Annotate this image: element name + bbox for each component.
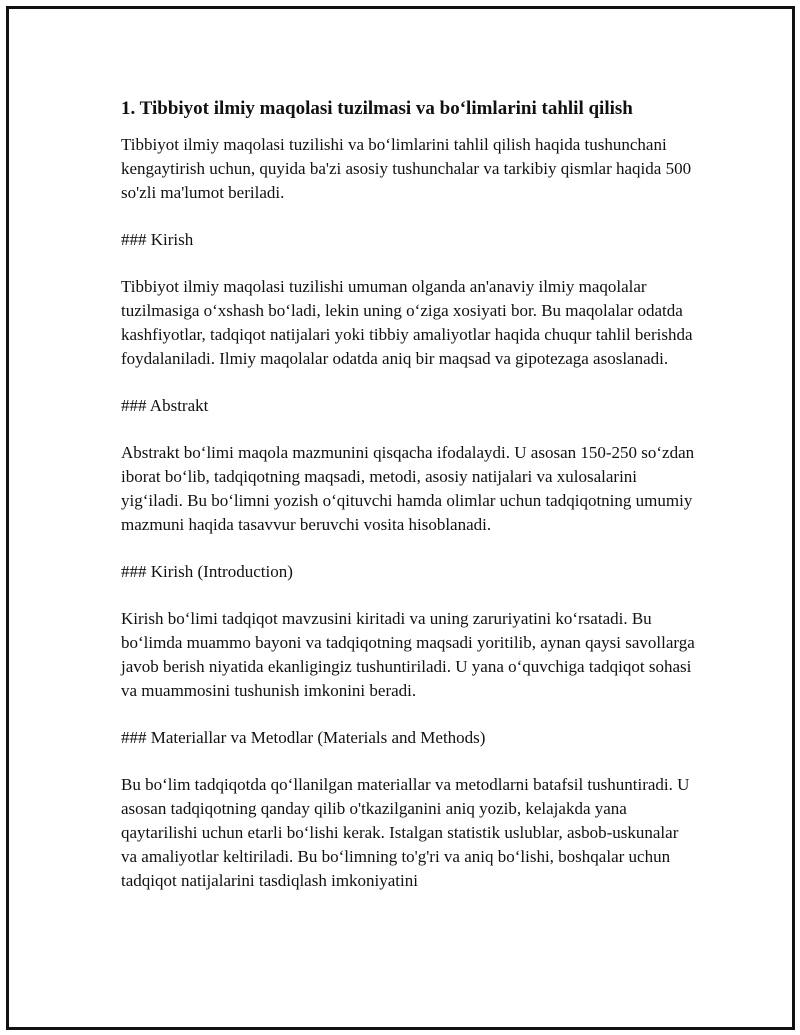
section-heading-materials-methods: ### Materiallar va Metodlar (Materials and Methods) [121, 728, 486, 747]
section-text-materials-methods: Bu bo‘lim tadqiqotda qo‘llanilgan materiallar va metodlarni batafsil tushuntiradi. U asosan tadqiqotning qanday qilib o'tkazilganini aniq yozib, kelajakda yana qaytarilishi uchun etarli bo‘lishi kerak. Istalgan statistik uslublar, asbob-uskunalar va amaliyotlar keltiriladi. Bu bo‘limning to'g'ri va aniq bo‘lishi, boshqalar uchun tadqiqot natijalarini tasdiqlash imkoniyatini [121, 775, 690, 890]
section-text-kirish: Tibbiyot ilmiy maqolasi tuzilishi umuman olganda an'anaviy ilmiy maqolalar tuzilmasiga o‘xshash bo‘ladi, lekin uning o‘ziga xosiyati bor. Bu maqolalar odatda kashfiyotlar, tadqiqot natijalari yoki tibbiy amaliyotlar haqida chuqur tahlil berishda foydalaniladi. Ilmiy maqolalar odatda aniq bir maqsad va gipotezaga asoslanadi. [121, 277, 693, 368]
section-heading-abstrakt: ### Abstrakt [121, 396, 209, 415]
section-heading-kirish: ### Kirish [121, 230, 194, 249]
document-body [121, 97, 696, 916]
document-title: 1. Tibbiyot ilmiy maqolasi tuzilmasi va bo‘limlarini tahlil qilish [121, 98, 633, 119]
section-heading-introduction: ### Kirish (Introduction) [121, 562, 293, 581]
section-text-abstrakt: Abstrakt bo‘limi maqola mazmunini qisqacha ifodalaydi. U asosan 150-250 so‘zdan iborat bo‘lib, tadqiqotning maqsadi, metodi, asosiy natijalari va xulosalarini yig‘iladi. Bu bo‘limni yozish o‘qituvchi hamda olimlar uchun tadqiqotning umumiy mazmuni haqida tasavvur beruvchi vosita hisoblanadi. [121, 443, 695, 534]
intro-paragraph: Tibbiyot ilmiy maqolasi tuzilishi va bo‘limlarini tahlil qilish haqida tushunchani kengaytirish uchun, quyida ba'zi asosiy tushunchalar va tarkibiy qismlar haqida 500 so'zli ma'lumot beriladi. [121, 135, 692, 202]
page-border [6, 6, 795, 1030]
section-text-introduction: Kirish bo‘limi tadqiqot mavzusini kiritadi va uning zaruriyatini ko‘rsatadi. Bu bo‘limda muammo bayoni va tadqiqotning maqsadi yoritilib, aynan qaysi savollarga javob berish niyatida ekanligingiz tushuntiriladi. U yana o‘quvchiga tadqiqot sohasi va muammosini tushunish imkonini beradi. [121, 609, 695, 700]
